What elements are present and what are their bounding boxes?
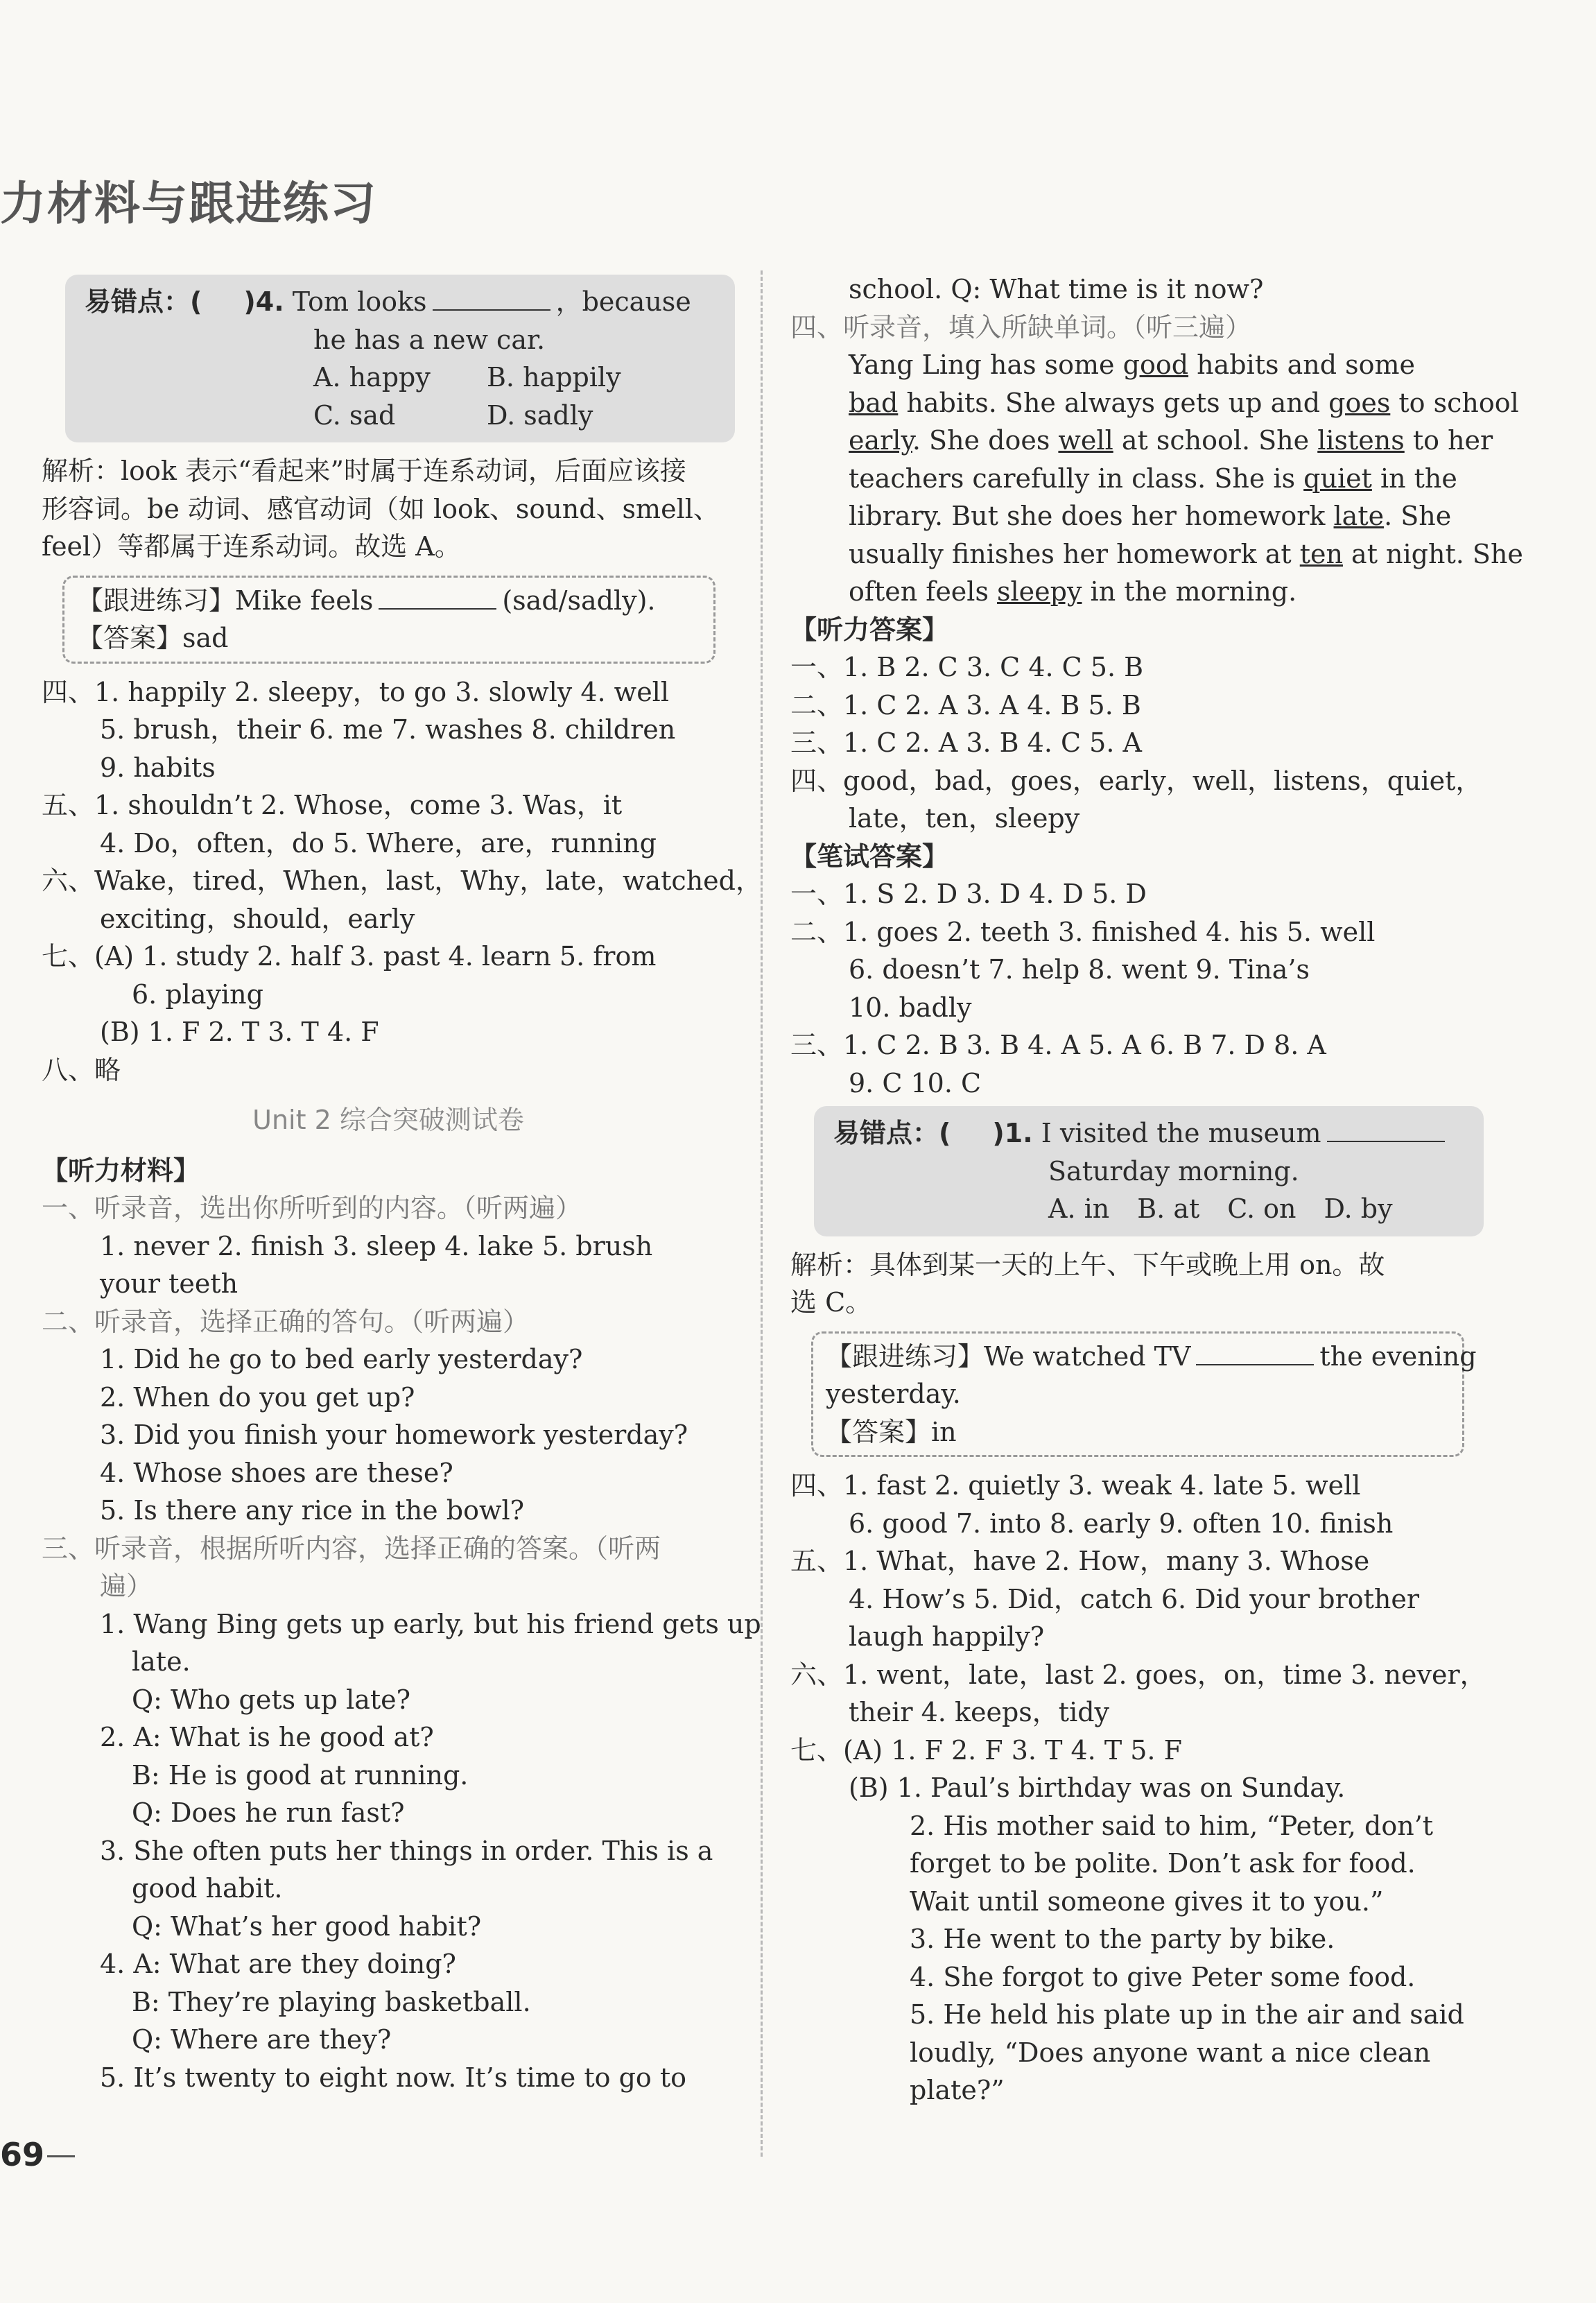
option-a: A. happy xyxy=(313,362,431,393)
answer-line: 二、1. goes 2. teeth 3. finished 4. his 5. well xyxy=(790,916,1376,947)
analysis-line: 形容词。be 动词、感官动词（如 look、sound、smell、 xyxy=(42,493,720,524)
option-d: D. by xyxy=(1324,1193,1393,1224)
passage-text: at school. She xyxy=(1113,425,1318,456)
error-point-paren: ) xyxy=(243,286,256,317)
passage-text: library. But she does her homework xyxy=(849,501,1334,531)
options-row-2 xyxy=(85,397,715,435)
answer-line: 一、1. B 2. C 3. C 4. C 5. B xyxy=(790,652,1144,682)
listening-item: 5. Is there any rice in the bowl? xyxy=(100,1495,525,1526)
analysis-line: 解析：具体到某一天的上午、下午或晚上用 on。故 xyxy=(790,1249,1385,1280)
question-line-2: Saturday morning. xyxy=(1048,1155,1299,1187)
answer-line: 6. playing xyxy=(132,978,263,1010)
answer-line: (B) 1. F 2. T 3. T 4. F xyxy=(100,1017,379,1047)
listening-item: 1. Did he go to bed early yesterday? xyxy=(100,1344,583,1374)
listening-item: 1. Wang Bing gets up early, but his friend gets up xyxy=(100,1608,761,1639)
unit-title: Unit 2 综合突破测试卷 xyxy=(252,1105,524,1135)
error-point-paren: ) xyxy=(992,1118,1005,1148)
answer-line: plate?” xyxy=(910,2075,1005,2105)
page-header-title: 力材料与跟进练习 xyxy=(0,176,377,230)
filled-word: ten xyxy=(1299,538,1343,569)
option-c: C. sad xyxy=(313,399,396,431)
listening-item: 2. A: What is he good at? xyxy=(100,1722,434,1752)
options-row xyxy=(833,1190,1464,1228)
listening-item: late. xyxy=(132,1646,191,1677)
follow-up-box xyxy=(811,1331,1477,1458)
passage-text: in the xyxy=(1371,463,1457,494)
answer-line: 9. C 10. C xyxy=(849,1067,982,1098)
error-point-label: 易错点：( xyxy=(85,286,202,317)
follow-up-text: 【跟进练习】We watched TV xyxy=(826,1340,1191,1372)
follow-up-answer: 【答案】in xyxy=(826,1416,957,1447)
answer-line: 六、Wake，tired，When，last，Why，late，watched， xyxy=(42,865,762,896)
section-title: 四、听录音，填入所缺单词。（听三遍） xyxy=(790,311,1252,343)
listening-item: 5. It’s twenty to eight now. It’s time to go to xyxy=(100,2062,687,2093)
answer-line: 4. How’s 5. Did，catch 6. Did your brother xyxy=(849,1583,1420,1614)
written-answers-label: 【笔试答案】 xyxy=(790,840,949,872)
listening-item: Q: Does he run fast? xyxy=(132,1797,405,1828)
answer-blank xyxy=(1327,1116,1445,1142)
listening-answers-label: 【听力答案】 xyxy=(790,614,949,645)
passage-text: teachers carefully in class. She is xyxy=(849,463,1304,494)
answer-line: 六、1. went，late，last 2. goes，on，time 3. never， xyxy=(790,1659,1486,1690)
column-divider xyxy=(761,270,763,2157)
listening-item: B: He is good at running. xyxy=(132,1759,469,1791)
follow-up-text-b: (sad/sadly). xyxy=(502,585,656,616)
passage-text: habits and some xyxy=(1188,350,1416,380)
answer-line: 一、1. S 2. D 3. D 4. D 5. D xyxy=(790,879,1147,909)
answer-blank xyxy=(1196,1339,1314,1365)
answer-line: laugh happily? xyxy=(849,1621,1045,1652)
answer-line: 4. She forgot to give Peter some food. xyxy=(910,1961,1416,1992)
option-c: C. on xyxy=(1227,1193,1296,1224)
listening-item: your teeth xyxy=(100,1268,238,1299)
answer-line: 6. good 7. into 8. early 9. often 10. finish xyxy=(849,1508,1394,1539)
error-point-label: 易错点：( xyxy=(833,1118,951,1148)
answer-line: 七、(A) 1. study 2. half 3. past 4. learn 5. from xyxy=(42,941,657,972)
filled-word: well xyxy=(1058,425,1113,456)
filled-word: listens xyxy=(1317,425,1405,456)
answer-line: late，ten，sleepy xyxy=(849,803,1080,834)
follow-up-text-c: yesterday. xyxy=(826,1379,961,1409)
listening-item: Q: What’s her good habit? xyxy=(132,1910,482,1942)
question-text-a: Tom looks xyxy=(292,286,427,317)
answer-line: 5. brush，their 6. me 7. washes 8. children xyxy=(100,714,676,745)
passage-text: at night. She xyxy=(1342,538,1523,569)
analysis-line: 解析：look 表示“看起来”时属于连系动词，后面应该接 xyxy=(42,456,686,486)
passage-text: Yang Ling has some xyxy=(849,350,1123,380)
passage-text: habits. She always gets up and xyxy=(898,387,1329,418)
answer-line: (B) 1. Paul’s birthday was on Sunday. xyxy=(849,1772,1346,1803)
listening-item: 4. Whose shoes are these? xyxy=(100,1457,453,1488)
listening-item: Q: Where are they? xyxy=(132,2024,392,2055)
filled-word: late xyxy=(1333,501,1385,531)
options-row-1 xyxy=(85,359,715,397)
follow-up-text-b: the evening xyxy=(1319,1340,1477,1372)
answer-line: 八、略 xyxy=(42,1054,121,1085)
answer-line: 2. His mother said to him, “Peter, don’t xyxy=(910,1810,1434,1841)
option-b: B. at xyxy=(1137,1193,1200,1224)
listening-item: good habit. xyxy=(132,1873,283,1904)
filled-word: good xyxy=(1122,350,1189,380)
passage-text: to her xyxy=(1404,425,1493,456)
follow-up-box xyxy=(62,576,715,664)
filled-word: quiet xyxy=(1303,463,1372,494)
question-number: 1. xyxy=(1004,1118,1033,1148)
option-d: D. sadly xyxy=(487,399,593,431)
passage xyxy=(790,346,1523,611)
answer-line: 五、1. shouldn’t 2. Whose，come 3. Was，it xyxy=(42,790,623,820)
answer-line: 3. He went to the party by bike. xyxy=(910,1924,1335,1954)
listening-item: 4. A: What are they doing? xyxy=(100,1949,456,1979)
section-title: 二、听录音，选择正确的答句。（听两遍） xyxy=(42,1306,530,1337)
filled-word: bad xyxy=(849,387,899,418)
passage-text: . She xyxy=(1384,501,1452,531)
listening-item: Q: Who gets up late? xyxy=(132,1684,411,1715)
answer-line: 五、1. What，have 2. How，many 3. Whose xyxy=(790,1546,1370,1576)
question-text-b: ，because xyxy=(555,286,691,317)
filled-word: goes xyxy=(1328,387,1391,418)
question-line-2: he has a new car. xyxy=(313,324,546,355)
error-point-box xyxy=(65,275,735,442)
listening-material-label: 【听力材料】 xyxy=(42,1155,200,1186)
option-a: A. in xyxy=(1048,1193,1110,1224)
answer-line: 6. doesn’t 7. help 8. went 9. Tina’s xyxy=(849,954,1310,985)
follow-up-text: 【跟进练习】Mike feels xyxy=(77,585,374,616)
filled-word: sleepy xyxy=(997,576,1082,607)
answer-line: 4. Do，often，do 5. Where，are，running xyxy=(100,827,657,859)
answer-line: 5. He held his plate up in the air and said xyxy=(910,1999,1464,2030)
passage-text: often feels xyxy=(849,576,998,607)
answer-line: loudly, “Does anyone want a nice clean xyxy=(910,2037,1431,2068)
answer-line: Wait until someone gives it to you.” xyxy=(910,1886,1384,1917)
section-title: 一、听录音，选出你所听到的内容。（听两遍） xyxy=(42,1193,582,1223)
listening-item: 3. She often puts her things in order. This is a xyxy=(100,1835,713,1866)
section-title: 三、听录音，根据所听内容，选择正确的答案。（听两 xyxy=(42,1533,661,1564)
answer-line: forget to be polite. Don’t ask for food. xyxy=(910,1848,1416,1879)
answer-line: 四、1. fast 2. quietly 3. weak 4. late 5. well xyxy=(790,1470,1361,1501)
answer-line: 七、(A) 1. F 2. F 3. T 4. T 5. F xyxy=(790,1734,1182,1766)
analysis-line: 选 C。 xyxy=(790,1287,872,1318)
answer-line: 四、good，bad，goes，early，well，listens，quiet， xyxy=(790,765,1482,796)
question-text: I visited the museum xyxy=(1041,1118,1321,1148)
answer-blank xyxy=(433,284,550,311)
passage-text: usually finishes her homework at xyxy=(849,538,1300,569)
passage-text: in the morning. xyxy=(1082,576,1297,607)
passage-text: . She does xyxy=(912,425,1059,456)
page-number: 69 xyxy=(0,2136,45,2173)
section-title-cont: 遍） xyxy=(100,1571,153,1601)
listening-item: 1. never 2. finish 3. sleep 4. lake 5. brush xyxy=(100,1230,653,1261)
option-b: B. happily xyxy=(487,362,621,393)
listening-item: school. Q: What time is it now? xyxy=(849,274,1264,304)
question-number: 4. xyxy=(255,286,284,317)
answer-line: 三、1. C 2. B 3. B 4. A 5. A 6. B 7. D 8. A xyxy=(790,1030,1326,1060)
answer-blank xyxy=(379,583,496,610)
answer-line: exciting，should，early xyxy=(100,903,415,934)
listening-item: 2. When do you get up? xyxy=(100,1381,415,1413)
answer-line: 10. badly xyxy=(849,992,972,1023)
follow-up-answer: 【答案】sad xyxy=(77,623,229,653)
page-number-dash xyxy=(47,2155,75,2157)
answer-line: 三、1. C 2. A 3. B 4. C 5. A xyxy=(790,727,1142,758)
answer-line: 四、1. happily 2. sleepy，to go 3. slowly 4. well xyxy=(42,676,669,707)
listening-item: 3. Did you finish your homework yesterday? xyxy=(100,1420,688,1450)
listening-item: B: They’re playing basketball. xyxy=(132,1986,531,2017)
left-column xyxy=(42,270,762,2096)
right-column xyxy=(790,270,1523,2110)
answer-line: 二、1. C 2. A 3. A 4. B 5. B xyxy=(790,689,1141,721)
analysis-line: feel）等都属于连系动词。故选 A。 xyxy=(42,531,461,562)
error-point-box xyxy=(814,1106,1484,1236)
filled-word: early xyxy=(849,425,912,456)
passage-text: to school xyxy=(1390,387,1519,418)
answer-line: their 4. keeps，tidy xyxy=(849,1697,1110,1727)
answer-line: 9. habits xyxy=(100,752,216,783)
